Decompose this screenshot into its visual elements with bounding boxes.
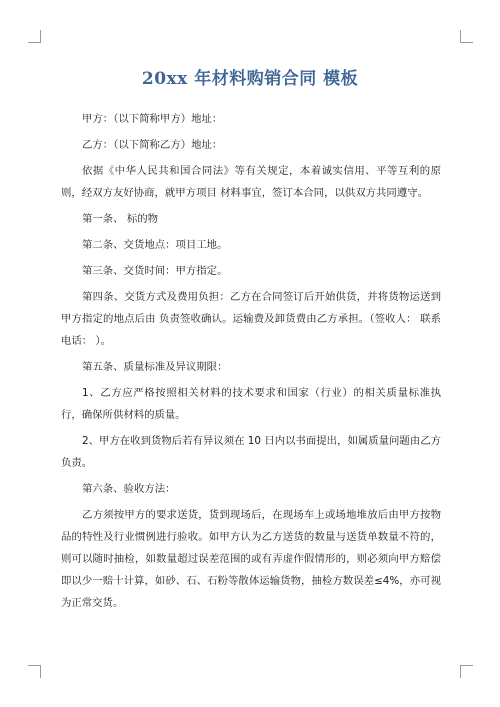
article-2: 第二条、交货地点：项目工地。 [82, 239, 228, 251]
article-3: 第三条、交货时间：甲方指定。 [82, 265, 228, 277]
document-title: 20xx 年材料购销合同 模板 [141, 69, 359, 89]
crop-mark-bottom-right [460, 665, 473, 678]
crop-mark-top-right [460, 30, 473, 43]
document-body [61, 108, 441, 618]
party-a-line: 甲方：（以下简称甲方）地址： [82, 113, 223, 125]
article-6: 第六条、验收方法： [82, 483, 176, 495]
article-5-clause-1: 1、乙方应严格按照相关材料的技术要求和国家（行业）的相关质量标准执行，确保所供材料的质量。 [61, 387, 441, 421]
article-5-clause-2: 2、甲方在收到货物后若有异议须在 10 日内以书面提出，如属质量问题由乙方负责。 [61, 435, 441, 469]
party-b-line: 乙方：（以下简称乙方）地址： [82, 139, 223, 151]
crop-mark-bottom-left [28, 665, 41, 678]
article-4: 第四条、交货方式及费用负担：乙方在合同签订后开始供货，并将货物运送到甲方指定的地点后由 负责签收确认。运输费及卸货费由乙方承担。（签收人： 联系电话： ）。 [61, 291, 441, 347]
article-5: 第五条、质量标准及异议期限： [82, 361, 228, 373]
crop-mark-top-left [28, 30, 41, 43]
article-6-body: 乙方须按甲方的要求送货，货到现场后，在现场车上或场地堆放后由甲方按物品的特性及行业惯例进行验收。如甲方认为乙方送货的数量与送货单数量不符的，则可以随时抽检，如数量超过误差范围的或有弄虚作假情形的，则必须向甲方赔偿即以少一赔十计算，如砂、石、石粉等散体运输货物，抽检方数误差≤4%，亦可视为正常交货。 [61, 509, 441, 609]
preamble-paragraph: 依据《中华人民共和国合同法》等有关规定，本着诚实信用、平等互利的原则，经双方友好协商，就甲方项目 材料事宜，签订本合同，以供双方共同遵守。 [61, 165, 441, 199]
article-1: 第一条、 标的物 [82, 213, 159, 225]
